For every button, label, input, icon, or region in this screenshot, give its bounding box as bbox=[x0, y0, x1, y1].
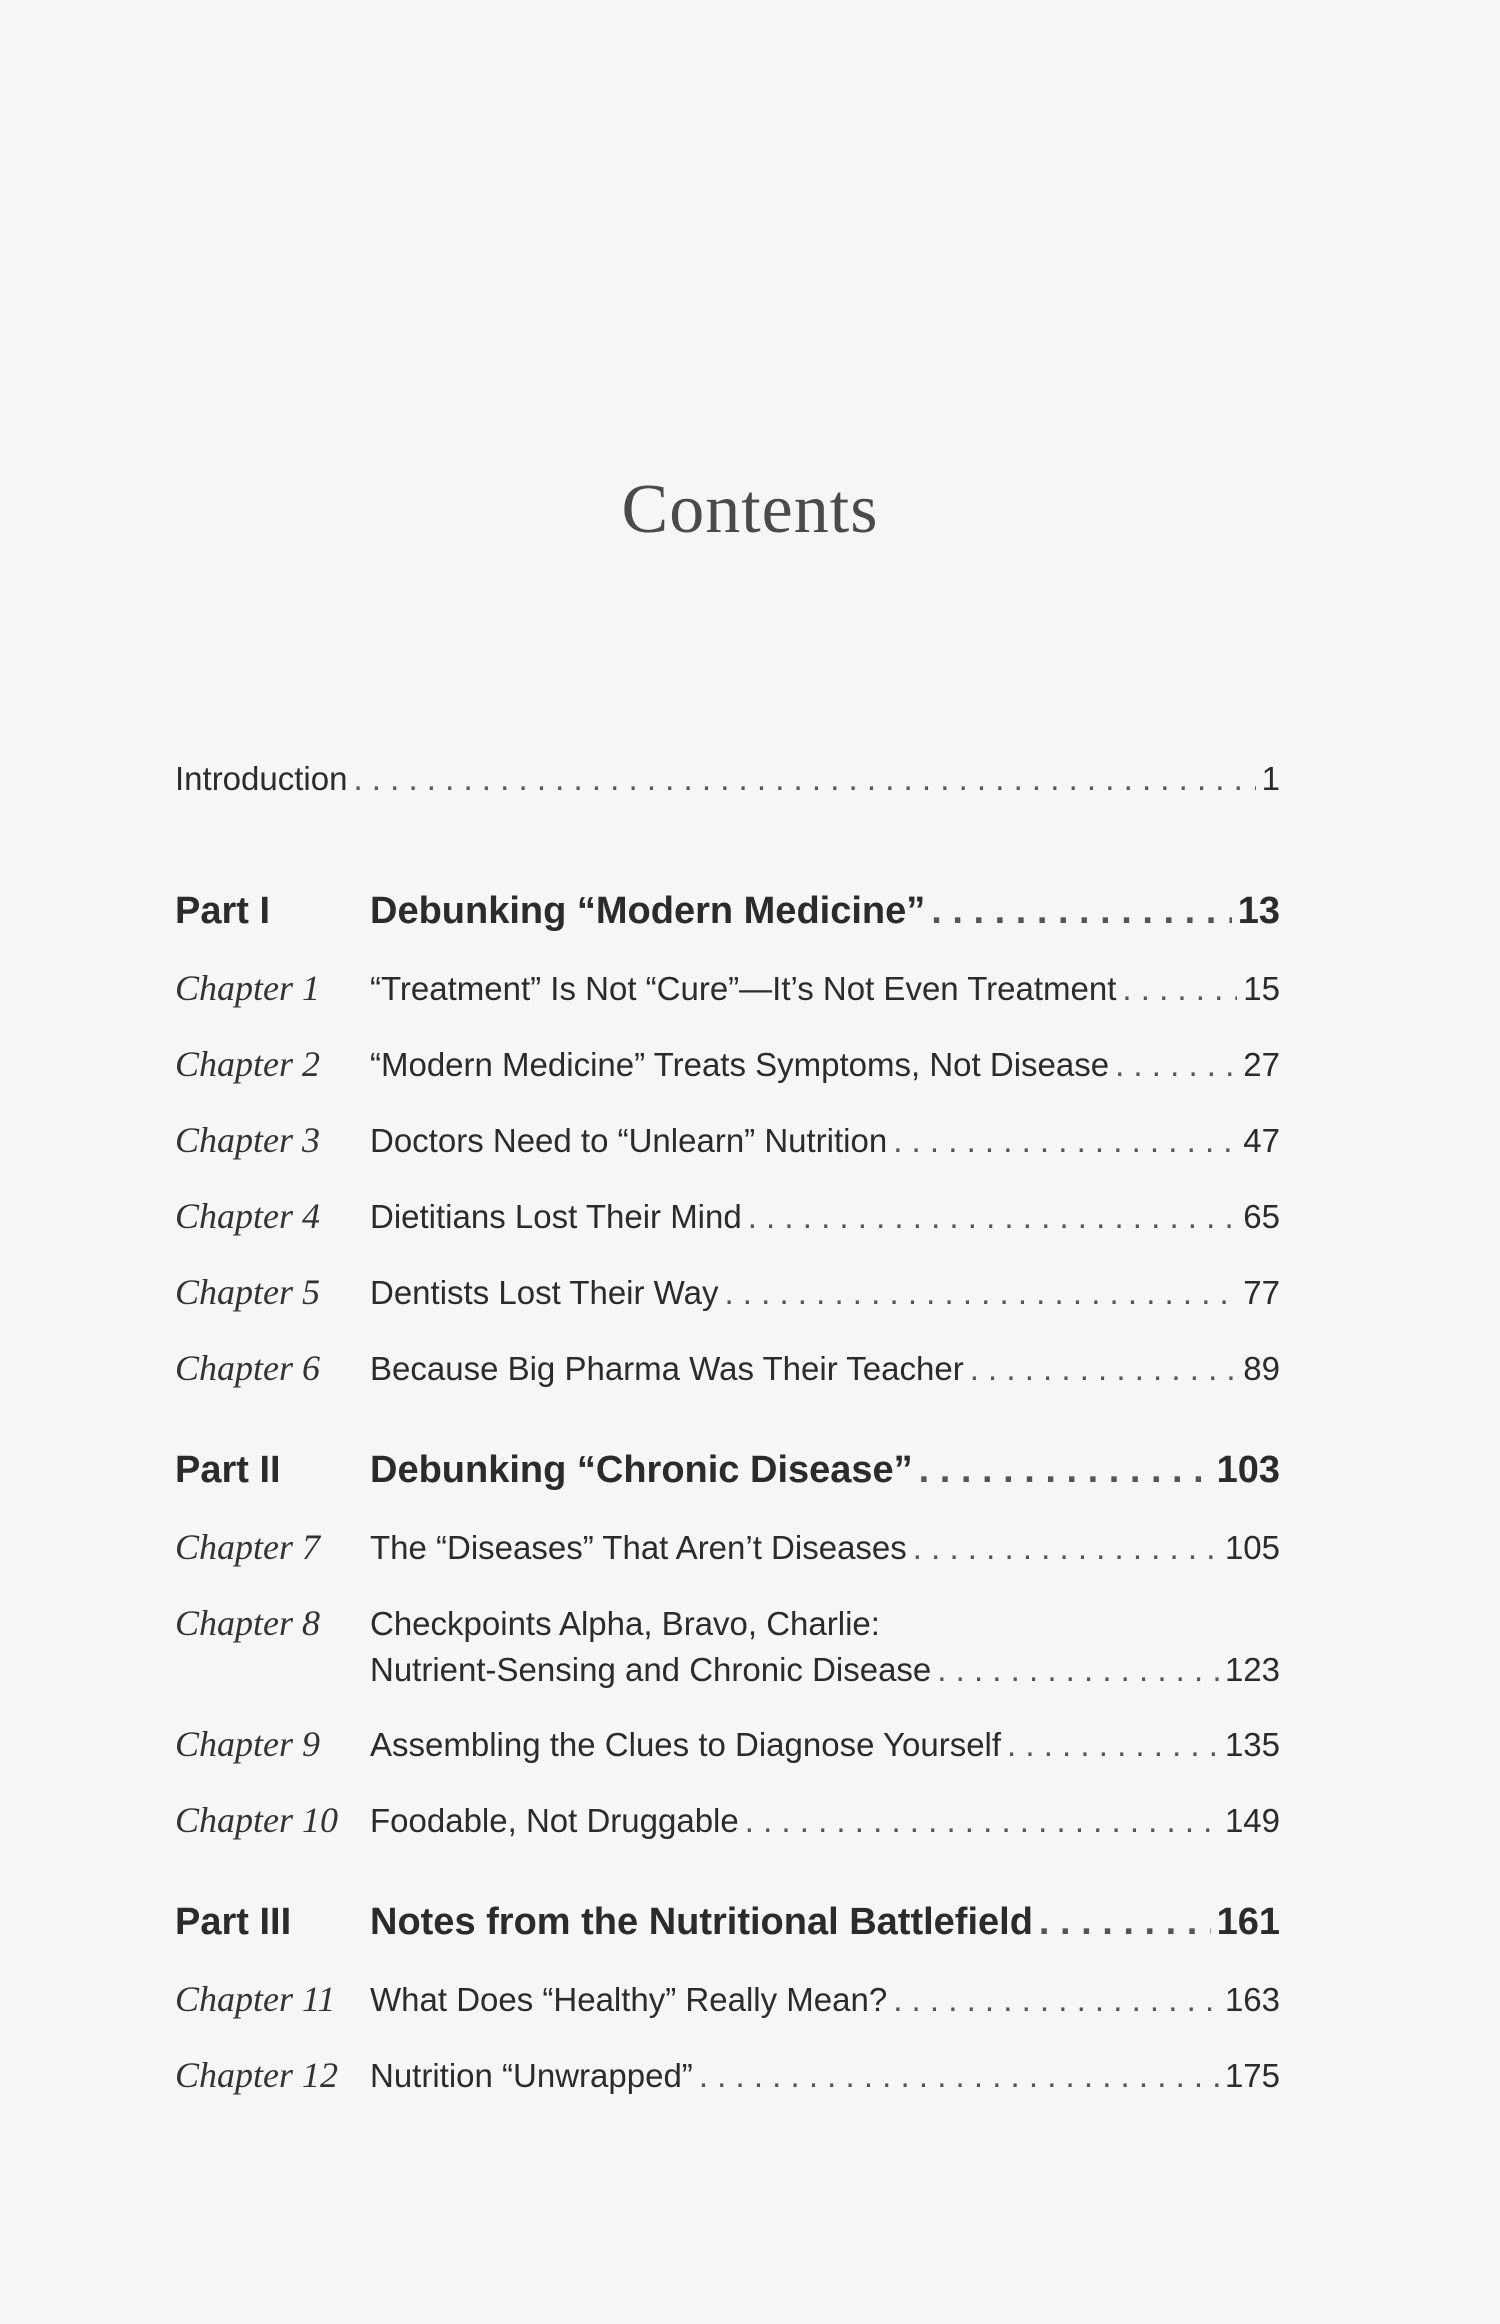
chapter-title: Dentists Lost Their Way bbox=[370, 1274, 719, 1311]
part-label: Part I bbox=[175, 890, 271, 932]
toc-entry-chapter-7[interactable] bbox=[175, 1526, 1280, 1568]
dot-leader bbox=[1115, 1046, 1237, 1084]
chapter-title: What Does “Healthy” Really Mean? bbox=[370, 1981, 888, 2018]
page-number: 77 bbox=[1243, 1274, 1280, 1311]
dot-leader bbox=[913, 1529, 1219, 1567]
page-number: 105 bbox=[1224, 1529, 1280, 1566]
chapter-title: Assembling the Clues to Diagnose Yourself bbox=[370, 1726, 1002, 1763]
entry-title: Introduction bbox=[175, 760, 348, 797]
chapter-label: Chapter 6 bbox=[175, 1348, 321, 1388]
chapter-label: Chapter 7 bbox=[175, 1527, 321, 1567]
chapter-title: Doctors Need to “Unlearn” Nutrition bbox=[370, 1122, 888, 1159]
part-title: Notes from the Nutritional Battlefield bbox=[370, 1901, 1033, 1943]
page-number: 47 bbox=[1243, 1122, 1280, 1159]
page-number: 89 bbox=[1243, 1350, 1280, 1387]
dot-leader bbox=[919, 1449, 1211, 1492]
dot-leader bbox=[699, 2057, 1219, 2095]
page-number: 65 bbox=[1243, 1198, 1280, 1235]
chapter-label: Chapter 10 bbox=[175, 1800, 339, 1840]
toc-entry-chapter-3[interactable] bbox=[175, 1119, 1280, 1161]
page-number: 175 bbox=[1224, 2057, 1280, 2094]
dot-leader bbox=[745, 1802, 1219, 1840]
chapter-title: The “Diseases” That Aren’t Diseases bbox=[370, 1529, 907, 1566]
toc-entry-part-3[interactable] bbox=[175, 1901, 1280, 1944]
page-number: 135 bbox=[1224, 1726, 1280, 1763]
toc-entry-chapter-8[interactable] bbox=[175, 1602, 1280, 1689]
dot-leader bbox=[1122, 970, 1237, 1008]
page-number: 13 bbox=[1237, 890, 1280, 932]
dot-leader bbox=[1039, 1901, 1211, 1944]
chapter-title: Nutrient-Sensing and Chronic Disease bbox=[370, 1651, 932, 1688]
chapter-title: Foodable, Not Druggable bbox=[370, 1802, 739, 1839]
dot-leader bbox=[748, 1198, 1238, 1236]
toc-entry-introduction[interactable] bbox=[175, 760, 1280, 798]
dot-leader bbox=[970, 1350, 1238, 1388]
page-number: 149 bbox=[1224, 1802, 1280, 1839]
chapter-label: Chapter 2 bbox=[175, 1044, 321, 1084]
page-title: Contents bbox=[621, 471, 879, 548]
chapter-label: Chapter 11 bbox=[175, 1979, 336, 2019]
toc-entry-chapter-6[interactable] bbox=[175, 1347, 1280, 1389]
chapter-title: “Modern Medicine” Treats Symptoms, Not Disease bbox=[370, 1046, 1110, 1083]
page-number: 123 bbox=[1224, 1651, 1280, 1688]
dot-leader bbox=[353, 760, 1255, 798]
toc-entry-chapter-2[interactable] bbox=[175, 1043, 1280, 1085]
toc-entry-chapter-5[interactable] bbox=[175, 1271, 1280, 1313]
toc-entry-chapter-10[interactable] bbox=[175, 1799, 1280, 1841]
chapter-title: Dietitians Lost Their Mind bbox=[370, 1198, 742, 1235]
dot-leader bbox=[937, 1651, 1219, 1689]
chapter-label: Chapter 8 bbox=[175, 1603, 321, 1643]
table-of-contents bbox=[175, 760, 1280, 2130]
toc-entry-chapter-4[interactable] bbox=[175, 1195, 1280, 1237]
page-number: 1 bbox=[1261, 760, 1280, 797]
dot-leader bbox=[1007, 1726, 1219, 1764]
dot-leader bbox=[893, 1981, 1219, 2019]
chapter-label: Chapter 4 bbox=[175, 1196, 321, 1236]
page-number: 163 bbox=[1224, 1981, 1280, 2018]
toc-entry-part-1[interactable] bbox=[175, 890, 1280, 933]
chapter-title: Nutrition “Unwrapped” bbox=[370, 2057, 693, 2094]
chapter-title: Because Big Pharma Was Their Teacher bbox=[370, 1350, 964, 1387]
toc-entry-chapter-9[interactable] bbox=[175, 1723, 1280, 1765]
dot-leader bbox=[893, 1122, 1237, 1160]
chapter-label: Chapter 3 bbox=[175, 1120, 321, 1160]
chapter-label: Chapter 1 bbox=[175, 968, 321, 1008]
chapter-label: Chapter 12 bbox=[175, 2055, 339, 2095]
part-title: Debunking “Chronic Disease” bbox=[370, 1449, 913, 1491]
part-label: Part II bbox=[175, 1449, 281, 1491]
chapter-title-line-1: Checkpoints Alpha, Bravo, Charlie: bbox=[370, 1605, 880, 1642]
dot-leader bbox=[931, 890, 1231, 933]
chapter-label: Chapter 5 bbox=[175, 1272, 321, 1312]
toc-entry-chapter-1[interactable] bbox=[175, 967, 1280, 1009]
chapter-title: “Treatment” Is Not “Cure”—It’s Not Even Treatment bbox=[370, 970, 1117, 1007]
part-title: Debunking “Modern Medicine” bbox=[370, 890, 926, 932]
page-number: 15 bbox=[1243, 970, 1280, 1007]
toc-entry-part-2[interactable] bbox=[175, 1449, 1280, 1492]
page-number: 27 bbox=[1243, 1046, 1280, 1083]
toc-entry-chapter-12[interactable] bbox=[175, 2054, 1280, 2096]
chapter-label: Chapter 9 bbox=[175, 1724, 321, 1764]
page-number: 103 bbox=[1216, 1449, 1280, 1491]
toc-entry-chapter-11[interactable] bbox=[175, 1978, 1280, 2020]
dot-leader bbox=[724, 1274, 1237, 1312]
part-label: Part III bbox=[175, 1901, 292, 1943]
page-number: 161 bbox=[1216, 1901, 1280, 1943]
